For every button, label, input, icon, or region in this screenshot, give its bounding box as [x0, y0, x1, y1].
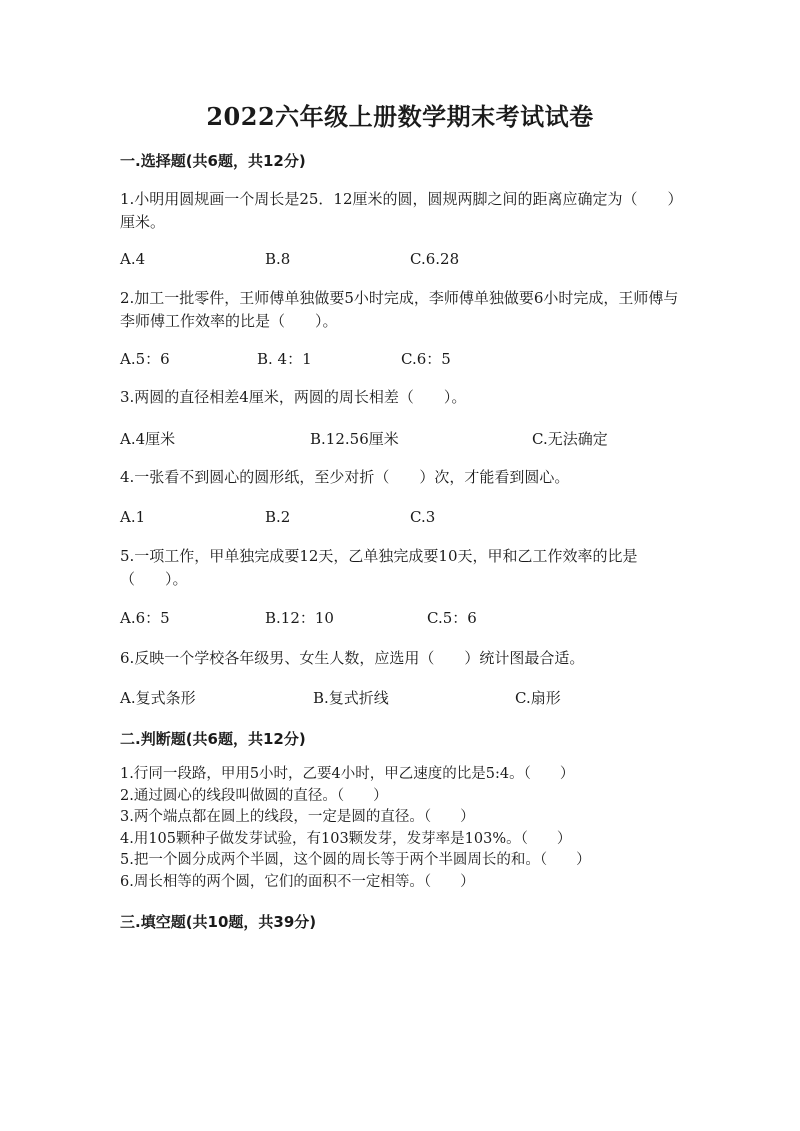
- section-heading-true-false: 二.判断题(共6题，共12分): [120, 730, 306, 748]
- option-b: B.2: [265, 508, 291, 526]
- question-options: [120, 687, 680, 707]
- section-heading-choice: 一.选择题(共6题，共12分): [120, 152, 306, 170]
- option-a: A.4: [120, 250, 146, 268]
- option-a: A.复式条形: [120, 689, 196, 707]
- option-b: B. 4：1: [257, 350, 312, 368]
- true-false-item: 1.行同一段路，甲用5小时，乙要4小时，甲乙速度的比是5:4。（ ）: [120, 766, 575, 782]
- option-b: B.8: [265, 250, 291, 268]
- option-c: C.6：5: [401, 350, 451, 368]
- true-false-item: 5.把一个圆分成两个半圆，这个圆的周长等于两个半圆周长的和。（ ）: [120, 852, 591, 868]
- true-false-item: 3.两个端点都在圆上的线段，一定是圆的直径。（ ）: [120, 809, 475, 825]
- option-c: C.扇形: [515, 689, 561, 707]
- question-stem: 6.反映一个学校各年级男、女生人数，应选用（ ）统计图最合适。: [120, 649, 585, 667]
- question-stem: 1.小明用圆规画一个周长是25．12厘米的圆，圆规两脚之间的距离应确定为（ ）厘米。: [120, 190, 675, 231]
- true-false-list: [120, 764, 700, 893]
- option-b: B.复式折线: [313, 689, 389, 707]
- question-stem: 4.一张看不到圆心的圆形纸，至少对折（ ）次，才能看到圆心。: [120, 468, 570, 486]
- question-options: [120, 348, 680, 368]
- option-a: A.4厘米: [120, 430, 176, 448]
- question-options: [120, 250, 680, 270]
- option-c: C.3: [410, 508, 436, 526]
- true-false-item: 6.周长相等的两个圆，它们的面积不一定相等。（ ）: [120, 873, 475, 890]
- option-a: A.5：6: [120, 350, 170, 368]
- option-c: C.无法确定: [532, 430, 608, 448]
- option-b: B.12：10: [265, 609, 334, 627]
- question-stem: 3.两圆的直径相差4厘米，两圆的周长相差（ ）。: [120, 388, 467, 406]
- question-options: [120, 607, 680, 627]
- section-heading-fill-in: 三.填空题(共10题，共39分): [120, 913, 317, 931]
- question-stem: 2.加工一批零件，王师傅单独做要5小时完成，李师傅单独做要6小时完成，王师傅与李师傅工作效率的比是（ ）。: [120, 289, 679, 330]
- question-stem: 5.一项工作，甲单独完成要12天，乙单独完成要10天，甲和乙工作效率的比是（ ）。: [120, 547, 638, 588]
- true-false-item: 4.用105颗种子做发芽试验，有103颗发芽，发芽率是103%。（ ）: [120, 830, 572, 847]
- option-a: A.6：5: [120, 609, 170, 627]
- option-b: B.12.56厘米: [310, 430, 399, 448]
- question-options: [120, 508, 680, 528]
- question-options: [120, 428, 680, 448]
- option-a: A.1: [120, 508, 146, 526]
- option-c: C.5：6: [427, 609, 477, 627]
- option-c: C.6.28: [410, 250, 460, 268]
- exam-title: 2022六年级上册数学期末考试试卷: [206, 102, 594, 131]
- true-false-item: 2.通过圆心的线段叫做圆的直径。（ ）: [120, 787, 388, 804]
